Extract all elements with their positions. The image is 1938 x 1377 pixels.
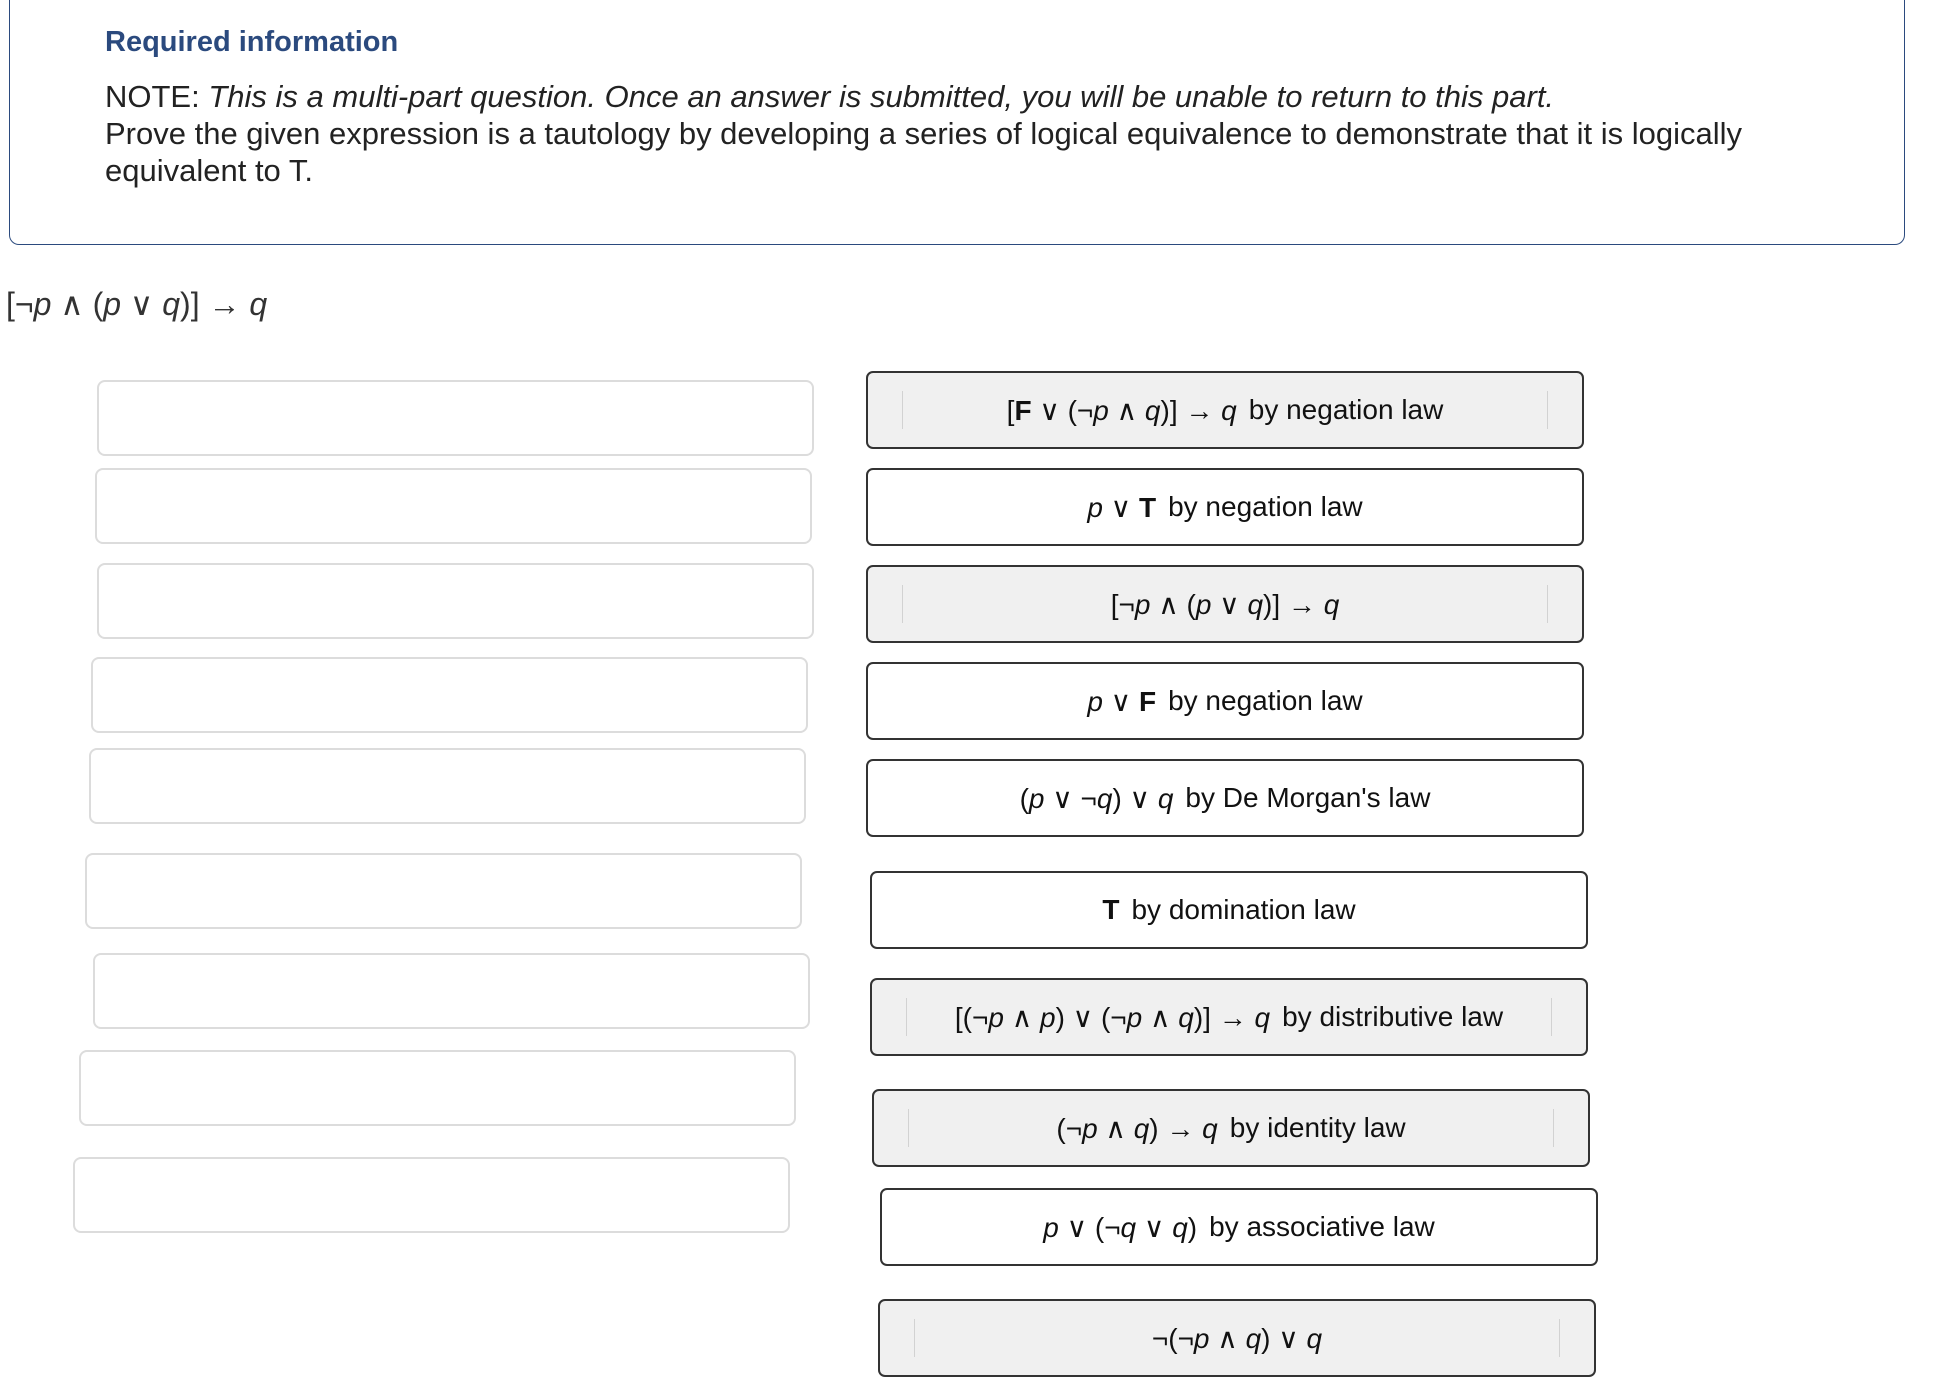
answer-tile[interactable] bbox=[866, 371, 1584, 449]
answer-tile[interactable] bbox=[870, 871, 1588, 949]
tile-expression: p ∨ (¬q ∨ q) bbox=[1043, 1211, 1198, 1243]
answer-tile[interactable] bbox=[880, 1188, 1598, 1266]
drop-slot-4[interactable] bbox=[91, 657, 808, 733]
instruction-text: Prove the given expression is a tautology by developing a series of logical equivalence to demonstrate that it is logically equivalent to T. bbox=[105, 116, 1743, 188]
tile-reason: by identity law bbox=[1229, 1112, 1406, 1143]
tile-reason: by associative law bbox=[1209, 1211, 1435, 1242]
drop-slot-5[interactable] bbox=[89, 748, 806, 824]
drop-slot-8[interactable] bbox=[79, 1050, 796, 1126]
panel-body bbox=[105, 78, 1865, 189]
drop-slot-2[interactable] bbox=[95, 468, 812, 544]
answer-tile[interactable] bbox=[866, 565, 1584, 643]
tile-expression: [(¬p ∧ p) ∨ (¬p ∧ q)] → q bbox=[954, 1001, 1271, 1033]
tile-expression: (¬p ∧ q) → q bbox=[1056, 1112, 1218, 1144]
tile-expression: p ∨ T bbox=[1087, 491, 1157, 523]
answer-tile[interactable] bbox=[866, 468, 1584, 546]
panel-title: Required information bbox=[105, 26, 399, 58]
required-information-panel bbox=[9, 0, 1905, 245]
tile-expression: p ∨ F bbox=[1087, 685, 1157, 717]
tile-reason: by distributive law bbox=[1282, 1001, 1504, 1032]
drop-slot-3[interactable] bbox=[97, 563, 814, 639]
drop-slot-7[interactable] bbox=[93, 953, 810, 1029]
given-expression: [¬p ∧ (p ∨ q)] → q bbox=[6, 286, 268, 322]
answer-tile[interactable] bbox=[872, 1089, 1590, 1167]
tile-reason: by domination law bbox=[1131, 894, 1356, 925]
tile-reason: by negation law bbox=[1168, 685, 1363, 716]
tile-expression: [F ∨ (¬p ∧ q)] → q bbox=[1006, 394, 1237, 426]
tile-reason: by negation law bbox=[1168, 491, 1363, 522]
answer-tile[interactable] bbox=[866, 662, 1584, 740]
drop-slot-6[interactable] bbox=[85, 853, 802, 929]
tile-reason: by De Morgan's law bbox=[1185, 782, 1431, 813]
note-text: This is a multi-part question. Once an answer is submitted, you will be unable to return to this part. bbox=[208, 79, 1555, 114]
answer-tile[interactable] bbox=[870, 978, 1588, 1056]
note-line bbox=[105, 78, 1865, 115]
note-prefix: NOTE: bbox=[105, 79, 209, 114]
tile-expression: T bbox=[1102, 894, 1120, 925]
tile-expression: ¬(¬p ∧ q) ∨ q bbox=[1151, 1322, 1323, 1354]
drop-slot-1[interactable] bbox=[97, 380, 814, 456]
tile-reason: by negation law bbox=[1248, 394, 1444, 425]
tile-expression: (p ∨ ¬q) ∨ q bbox=[1019, 782, 1174, 814]
tile-expression: [¬p ∧ (p ∨ q)] → q bbox=[1110, 588, 1340, 620]
answer-tile[interactable] bbox=[878, 1299, 1596, 1377]
drop-slot-9[interactable] bbox=[73, 1157, 790, 1233]
answer-tile[interactable] bbox=[866, 759, 1584, 837]
